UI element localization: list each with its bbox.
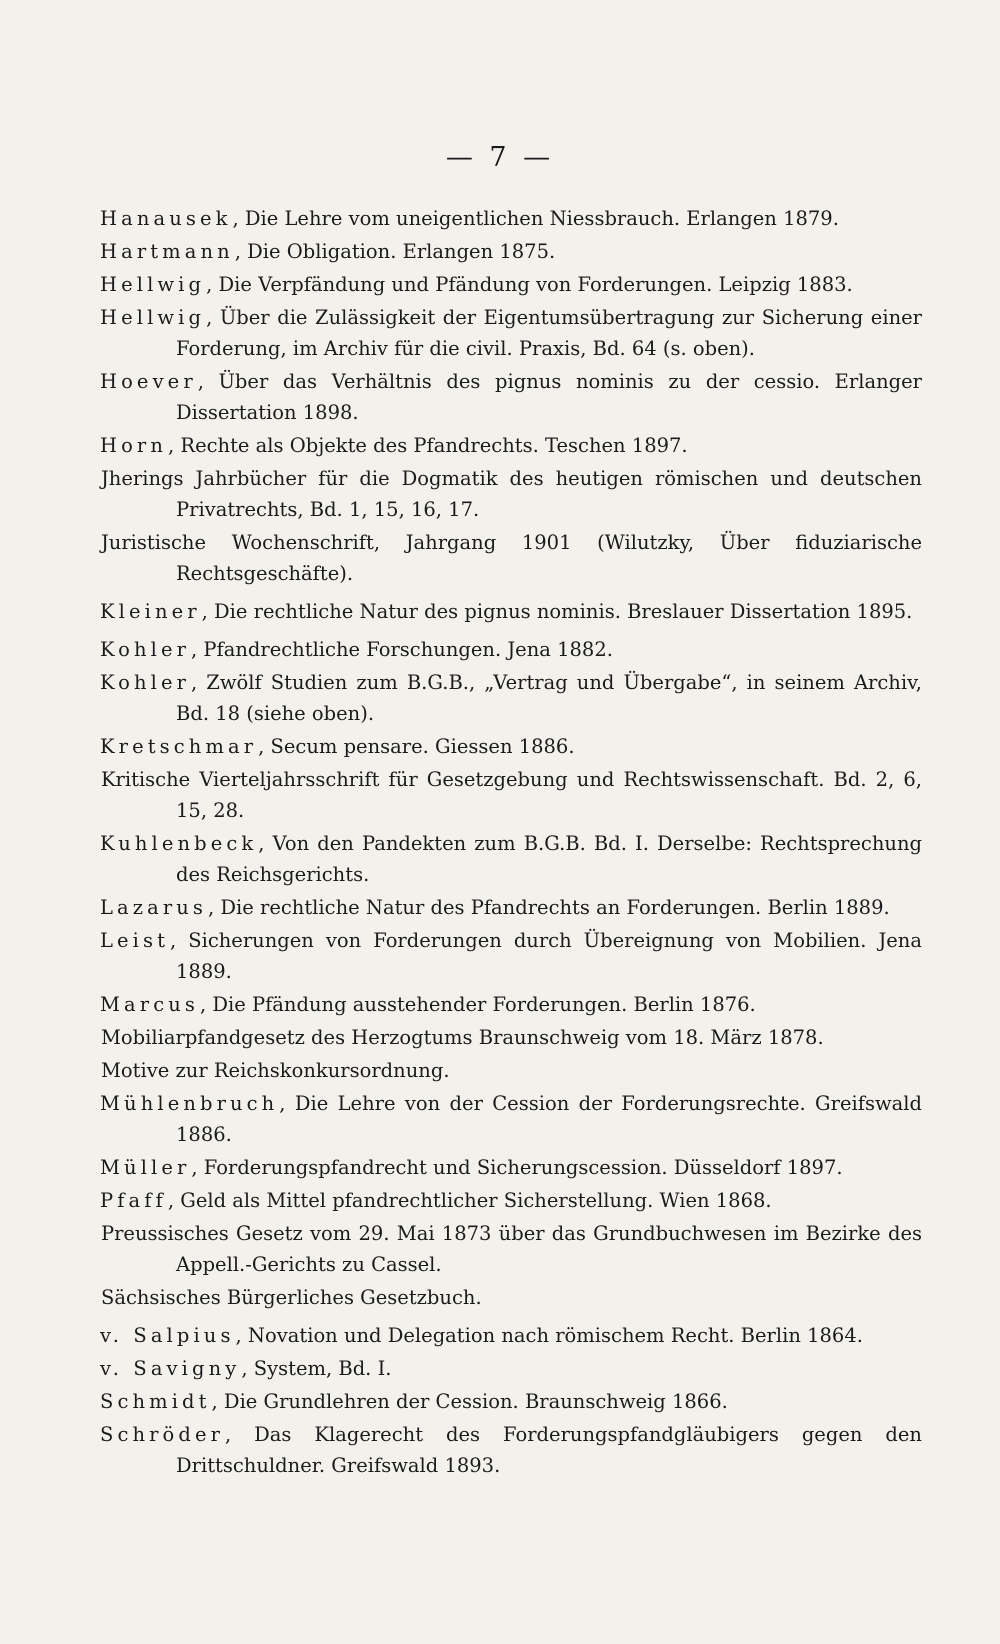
entry-text: , Rechte als Objekte des Pfandrechts. Teschen 1897. [167,434,688,457]
entry-text: , Pfandrechtliche Forschungen. Jena 1882. [190,638,613,661]
bibliography-entry [100,203,922,234]
entry-author: Hellwig [100,273,206,296]
entry-text: , Die Lehre vom uneigentlichen Niessbrauch. Erlangen 1879. [232,207,839,230]
entry-author: v. Salpius [100,1324,235,1347]
page-number: — 7 — [445,142,555,173]
entry-author: Kretschmar [100,735,258,758]
bibliography-entry [100,366,922,428]
entry-author: Lazarus [100,896,208,919]
bibliography-entry [100,1386,922,1417]
bibliography-entry [100,527,922,589]
bibliography-entry [100,430,922,461]
entry-text: , Zwölf Studien zum B.G.B., „Vertrag und Übergabe“, in seinem Archiv, Bd. 18 (siehe oben). [176,671,922,725]
entry-text: Juristische Wochenschrift, Jahrgang 1901 (Wilutzky, Über fiduziarische Rechtsgeschäfte). [100,531,922,585]
entry-text: , Von den Pandekten zum B.G.B. Bd. I. Derselbe: Rechtsprechung des Reichsgerichts. [176,832,922,886]
entry-text: , Die rechtliche Natur des Pfandrechts an Forderungen. Berlin 1889. [208,896,890,919]
entry-author: Kohler [100,638,191,661]
bibliography-entry [100,1055,922,1086]
bibliography-entry [100,1419,922,1481]
bibliography-list [100,203,922,1483]
bibliography-entry [100,1320,922,1351]
bibliography-entry [100,302,922,364]
entry-text: , Geld als Mittel pfandrechtlicher Sicherstellung. Wien 1868. [167,1189,772,1212]
entry-author: Schröder [100,1423,225,1446]
entry-text: , Forderungspfandrecht und Sicherungscession. Düsseldorf 1897. [191,1156,843,1179]
entry-author: Müller [100,1156,191,1179]
bibliography-entry [100,667,922,729]
entry-author: Kohler [100,671,191,694]
entry-author: Horn [100,434,168,457]
entry-author: Schmidt [100,1390,211,1413]
bibliography-entry [100,463,922,525]
entry-text: , Über das Verhältnis des pignus nominis zu der cessio. Erlanger Dissertation 1898. [176,370,922,424]
bibliography-entry [100,634,922,665]
entry-text: , Die Verpfändung und Pfändung von Forderungen. Leipzig 1883. [206,273,853,296]
entry-text: Motive zur Reichskonkursordnung. [100,1059,450,1082]
entry-text: , Novation und Delegation nach römischem Recht. Berlin 1864. [235,1324,863,1347]
entry-text: , Die Lehre von der Cession der Forderungsrechte. Greifswald 1886. [176,1092,922,1146]
entry-text: , Sicherungen von Forderungen durch Übereignung von Mobilien. Jena 1889. [170,929,922,983]
bibliography-entry [100,731,922,762]
entry-text: Preussisches Gesetz vom 29. Mai 1873 über das Grundbuchwesen im Bezirke des Appell.-Gerichts zu Cassel. [100,1222,922,1276]
bibliography-entry [100,1353,922,1384]
bibliography-entry [100,596,922,627]
bibliography-entry [100,828,922,890]
entry-author: Leist [100,929,170,952]
bibliography-entry [100,1022,922,1053]
entry-text: Jherings Jahrbücher für die Dogmatik des heutigen römischen und deutschen Privatrechts, Bd. 1, 15, 16, 17. [100,467,922,521]
bibliography-entry [100,1218,922,1280]
entry-author: Pfaff [100,1189,167,1212]
bibliography-entry [100,1088,922,1150]
bibliography-entry [100,892,922,923]
bibliography-entry [100,236,922,267]
entry-text: Sächsisches Bürgerliches Gesetzbuch. [100,1286,482,1309]
entry-author: Mühlenbruch [100,1092,279,1115]
entry-text: , Die Pfändung ausstehender Forderungen. Berlin 1876. [199,993,756,1016]
entry-author: Kuhlenbeck [100,832,258,855]
entry-text: , Die Obligation. Erlangen 1875. [234,240,556,263]
entry-text: , System, Bd. I. [241,1357,392,1380]
bibliography-entry [100,925,922,987]
entry-text: Mobiliarpfandgesetz des Herzogtums Braunschweig vom 18. März 1878. [100,1026,824,1049]
bibliography-entry [100,1282,922,1313]
entry-author: Hoever [100,370,197,393]
bibliography-entry [100,989,922,1020]
entry-text: , Die rechtliche Natur des pignus nominis. Breslauer Dissertation 1895. [201,600,913,623]
entry-author: v. Savigny [100,1357,241,1380]
entry-text: , Über die Zulässigkeit der Eigentumsübertragung zur Sicherung einer Forderung, im Archiv für die civil. Praxis, Bd. 64 (s. oben). [176,306,922,360]
entry-author: Hanausek [100,207,232,230]
bibliography-entry [100,764,922,826]
entry-text: , Das Klagerecht des Forderungspfandgläubigers gegen den Drittschuldner. Greifswald 1893. [176,1423,922,1477]
entry-author: Hellwig [100,306,206,329]
entry-text: Kritische Vierteljahrsschrift für Gesetzgebung und Rechtswissenschaft. Bd. 2, 6, 15, 28. [100,768,922,822]
bibliography-entry [100,1185,922,1216]
bibliography-entry [100,269,922,300]
entry-text: , Secum pensare. Giessen 1886. [258,735,575,758]
entry-text: , Die Grundlehren der Cession. Braunschweig 1866. [211,1390,728,1413]
entry-author: Hartmann [100,240,234,263]
entry-author: Kleiner [100,600,201,623]
bibliography-entry [100,1152,922,1183]
entry-author: Marcus [100,993,199,1016]
